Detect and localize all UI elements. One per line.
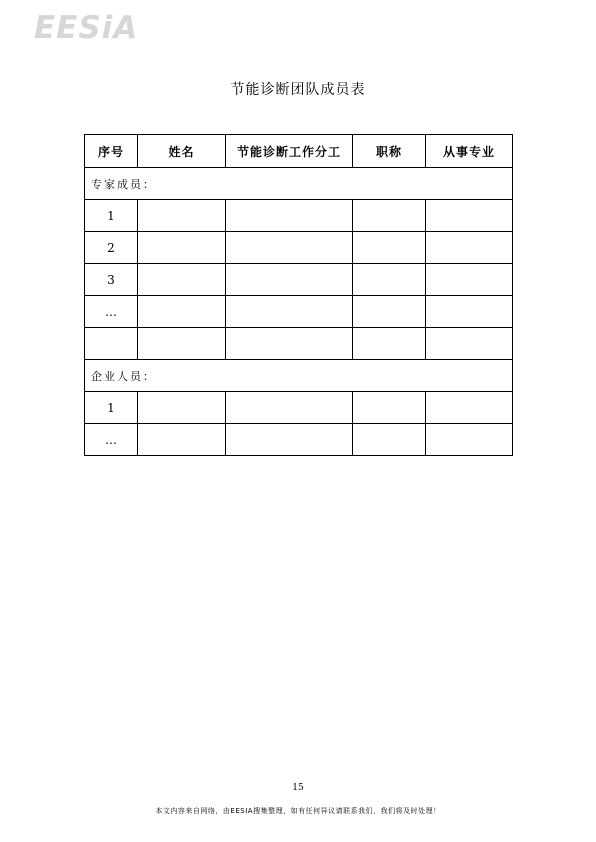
eesia-logo: EESiA: [34, 10, 139, 46]
group-row-experts: [85, 168, 513, 200]
specialty-cell: [426, 392, 513, 424]
table-row: [85, 328, 513, 360]
table-row: [85, 296, 513, 328]
specialty-cell: [426, 296, 513, 328]
row-number: 1: [85, 392, 138, 424]
table-row: [85, 392, 513, 424]
page-title: 节能诊断团队成员表: [230, 82, 366, 98]
title-cell: [353, 328, 426, 360]
name-cell: [138, 264, 226, 296]
table-row: [85, 200, 513, 232]
role-cell: [226, 232, 353, 264]
title-cell: [353, 232, 426, 264]
row-number: 2: [85, 232, 138, 264]
row-number: 3: [85, 264, 138, 296]
column-header-specialty: 从事专业: [426, 135, 513, 168]
role-cell: [226, 392, 353, 424]
row-number: 1: [85, 200, 138, 232]
column-header-serial: 序号: [85, 135, 138, 168]
title-cell: [353, 392, 426, 424]
name-cell: [138, 200, 226, 232]
row-number: …: [85, 424, 138, 456]
name-cell: [138, 392, 226, 424]
group-row-company: [85, 360, 513, 392]
specialty-cell: [426, 328, 513, 360]
footer-notice: 本文内容来自网络，由EESIA搜集整理，如有任何异议请联系我们，我们将及时处理！: [155, 807, 441, 815]
table-row: [85, 264, 513, 296]
name-cell: [138, 296, 226, 328]
role-cell: [226, 200, 353, 232]
title-cell: [353, 200, 426, 232]
specialty-cell: [426, 264, 513, 296]
column-header-title: 职称: [353, 135, 426, 168]
column-header-name: 姓名: [138, 135, 226, 168]
role-cell: [226, 328, 353, 360]
role-cell: [226, 424, 353, 456]
table-header-row: [85, 135, 513, 168]
role-cell: [226, 264, 353, 296]
specialty-cell: [426, 232, 513, 264]
specialty-cell: [426, 424, 513, 456]
role-cell: [226, 296, 353, 328]
title-cell: [353, 296, 426, 328]
name-cell: [138, 424, 226, 456]
table-row: [85, 424, 513, 456]
title-cell: [353, 264, 426, 296]
row-number: [85, 328, 138, 360]
group-label-experts: 专家成员：: [85, 168, 513, 200]
table-row: [85, 232, 513, 264]
column-header-role: 节能诊断工作分工: [226, 135, 353, 168]
name-cell: [138, 328, 226, 360]
group-label-company: 企业人员：: [85, 360, 513, 392]
specialty-cell: [426, 200, 513, 232]
title-cell: [353, 424, 426, 456]
row-number: …: [85, 296, 138, 328]
page-number: 15: [292, 783, 304, 793]
name-cell: [138, 232, 226, 264]
team-members-table: [84, 134, 513, 456]
